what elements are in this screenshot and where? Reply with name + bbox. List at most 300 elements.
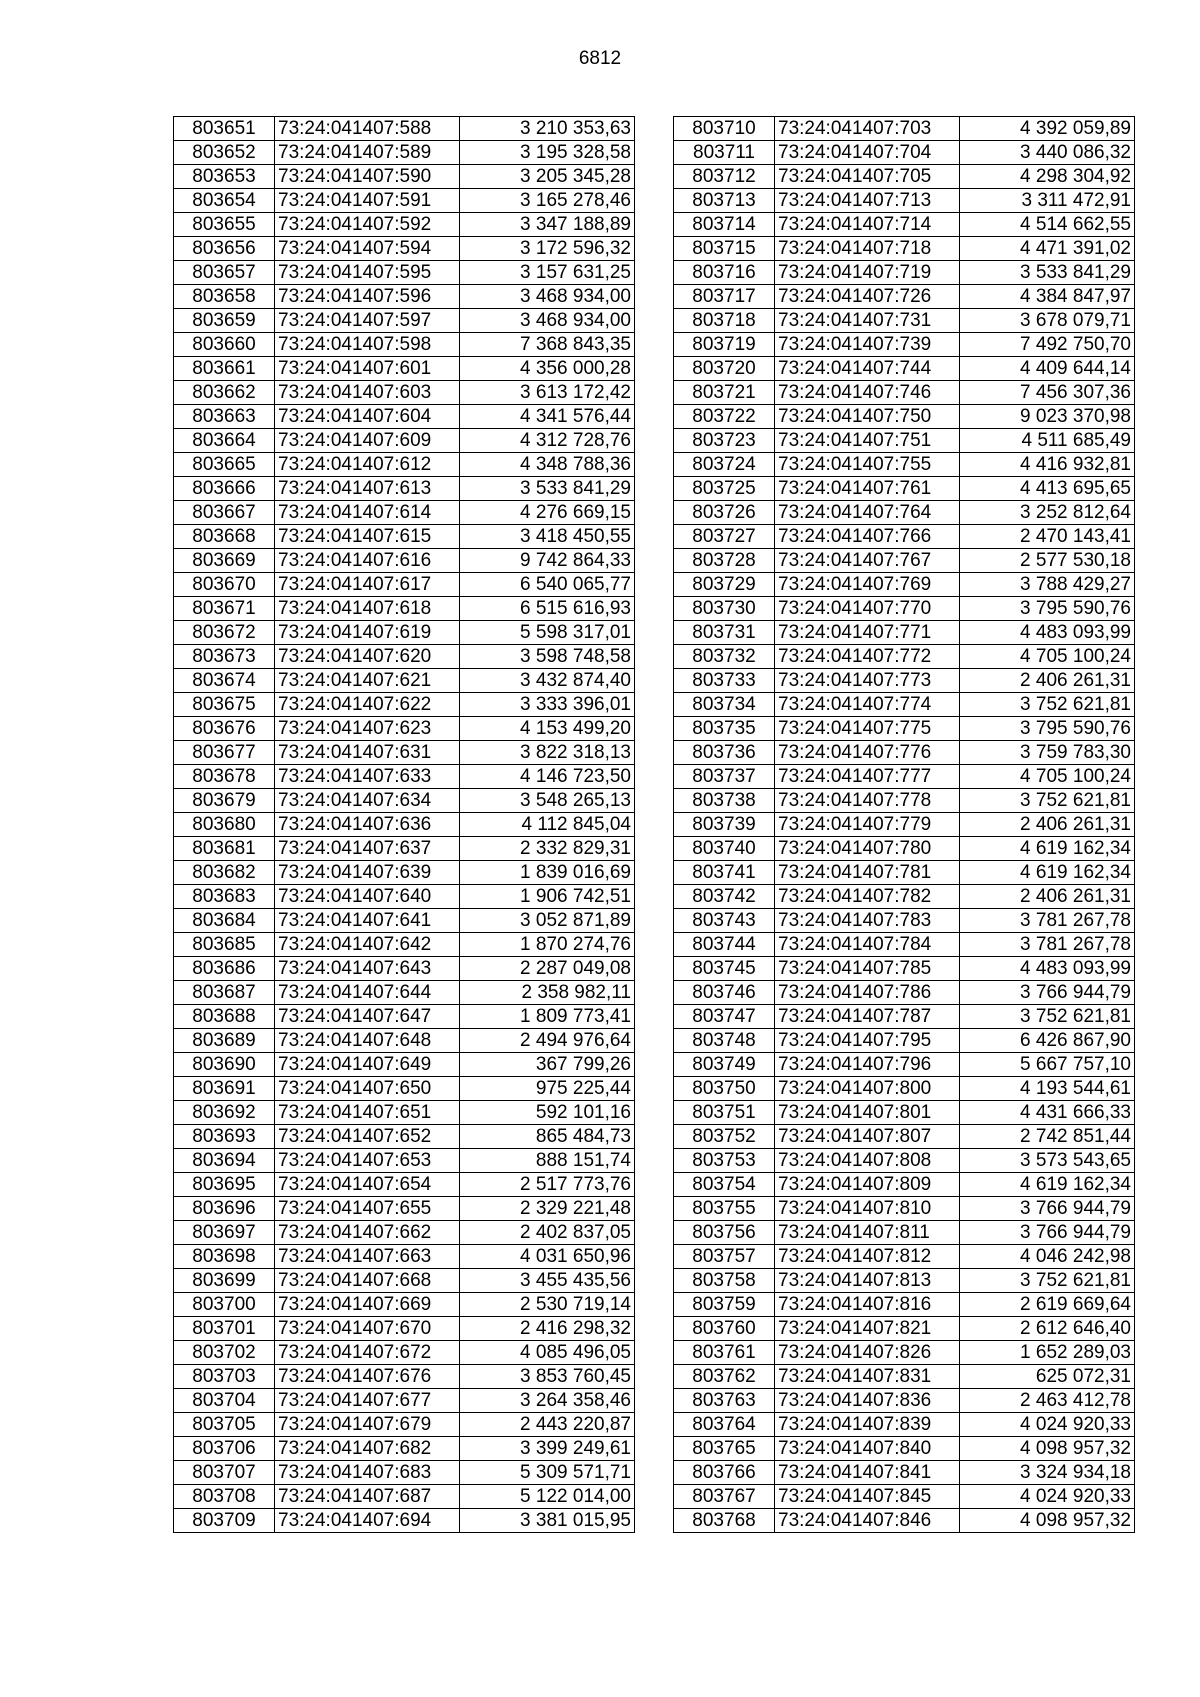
value-cell: 3 347 188,89 — [460, 213, 635, 237]
cadastral-number-cell: 73:24:041407:770 — [775, 597, 960, 621]
value-cell: 9 742 864,33 — [460, 549, 635, 573]
table-row — [674, 1365, 1135, 1389]
table-row — [174, 1365, 635, 1389]
cadastral-number-cell: 73:24:041407:821 — [775, 1317, 960, 1341]
value-cell: 2 416 298,32 — [460, 1317, 635, 1341]
table-row — [174, 141, 635, 165]
cadastral-number-cell: 73:24:041407:783 — [775, 909, 960, 933]
table-row — [174, 1005, 635, 1029]
row-number-cell: 803706 — [174, 1437, 275, 1461]
cadastral-number-cell: 73:24:041407:780 — [775, 837, 960, 861]
row-number-cell: 803683 — [174, 885, 275, 909]
table-row — [174, 453, 635, 477]
cadastral-number-cell: 73:24:041407:841 — [775, 1461, 960, 1485]
value-cell: 4 705 100,24 — [960, 765, 1135, 789]
value-cell: 865 484,73 — [460, 1125, 635, 1149]
value-cell: 7 492 750,70 — [960, 333, 1135, 357]
row-number-cell: 803751 — [674, 1101, 775, 1125]
cadastral-number-cell: 73:24:041407:703 — [775, 117, 960, 141]
cadastral-number-cell: 73:24:041407:616 — [275, 549, 460, 573]
cadastral-number-cell: 73:24:041407:776 — [775, 741, 960, 765]
cadastral-number-cell: 73:24:041407:651 — [275, 1101, 460, 1125]
table-row — [174, 885, 635, 909]
page-number: 6812 — [578, 48, 622, 69]
row-number-cell: 803698 — [174, 1245, 275, 1269]
cadastral-number-cell: 73:24:041407:739 — [775, 333, 960, 357]
table-row — [174, 1269, 635, 1293]
row-number-cell: 803740 — [674, 837, 775, 861]
table-row — [674, 141, 1135, 165]
row-number-cell: 803688 — [174, 1005, 275, 1029]
value-cell: 3 418 450,55 — [460, 525, 635, 549]
row-number-cell: 803667 — [174, 501, 275, 525]
table-row — [174, 861, 635, 885]
value-cell: 3 172 596,32 — [460, 237, 635, 261]
row-number-cell: 803738 — [674, 789, 775, 813]
value-cell: 3 795 590,76 — [960, 597, 1135, 621]
table-row — [174, 1293, 635, 1317]
table-row — [674, 1245, 1135, 1269]
cadastral-number-cell: 73:24:041407:796 — [775, 1053, 960, 1077]
value-cell: 4 098 957,32 — [960, 1437, 1135, 1461]
cadastral-number-cell: 73:24:041407:601 — [275, 357, 460, 381]
value-cell: 3 788 429,27 — [960, 573, 1135, 597]
cadastral-number-cell: 73:24:041407:777 — [775, 765, 960, 789]
cadastral-number-cell: 73:24:041407:750 — [775, 405, 960, 429]
value-cell: 2 329 221,48 — [460, 1197, 635, 1221]
table-row — [674, 597, 1135, 621]
cadastral-number-cell: 73:24:041407:639 — [275, 861, 460, 885]
row-number-cell: 803720 — [674, 357, 775, 381]
cadastral-number-cell: 73:24:041407:617 — [275, 573, 460, 597]
row-number-cell: 803689 — [174, 1029, 275, 1053]
row-number-cell: 803658 — [174, 285, 275, 309]
table-row — [674, 285, 1135, 309]
cadastral-number-cell: 73:24:041407:761 — [775, 477, 960, 501]
row-number-cell: 803756 — [674, 1221, 775, 1245]
row-number-cell: 803749 — [674, 1053, 775, 1077]
table-row — [174, 1125, 635, 1149]
value-cell: 3 678 079,71 — [960, 309, 1135, 333]
row-number-cell: 803759 — [674, 1293, 775, 1317]
table-row — [674, 477, 1135, 501]
cadastral-number-cell: 73:24:041407:778 — [775, 789, 960, 813]
row-number-cell: 803748 — [674, 1029, 775, 1053]
cadastral-number-cell: 73:24:041407:746 — [775, 381, 960, 405]
row-number-cell: 803660 — [174, 333, 275, 357]
table-row — [674, 405, 1135, 429]
value-cell: 3 455 435,56 — [460, 1269, 635, 1293]
cadastral-number-cell: 73:24:041407:669 — [275, 1293, 460, 1317]
cadastral-number-cell: 73:24:041407:644 — [275, 981, 460, 1005]
cadastral-number-cell: 73:24:041407:609 — [275, 429, 460, 453]
table-row — [674, 1125, 1135, 1149]
cadastral-number-cell: 73:24:041407:620 — [275, 645, 460, 669]
table-row — [674, 1053, 1135, 1077]
row-number-cell: 803656 — [174, 237, 275, 261]
row-number-cell: 803668 — [174, 525, 275, 549]
value-cell: 3 781 267,78 — [960, 933, 1135, 957]
table-row — [674, 693, 1135, 717]
table-row — [674, 1341, 1135, 1365]
table-row — [174, 957, 635, 981]
row-number-cell: 803763 — [674, 1389, 775, 1413]
cadastral-number-cell: 73:24:041407:682 — [275, 1437, 460, 1461]
table-row — [674, 333, 1135, 357]
cadastral-number-cell: 73:24:041407:648 — [275, 1029, 460, 1053]
row-number-cell: 803737 — [674, 765, 775, 789]
cadastral-number-cell: 73:24:041407:636 — [275, 813, 460, 837]
value-cell: 3 766 944,79 — [960, 1221, 1135, 1245]
row-number-cell: 803713 — [674, 189, 775, 213]
cadastral-number-cell: 73:24:041407:809 — [775, 1173, 960, 1197]
cadastral-number-cell: 73:24:041407:787 — [775, 1005, 960, 1029]
value-cell: 3 781 267,78 — [960, 909, 1135, 933]
value-cell: 2 402 837,05 — [460, 1221, 635, 1245]
cadastral-number-cell: 73:24:041407:654 — [275, 1173, 460, 1197]
row-number-cell: 803766 — [674, 1461, 775, 1485]
table-row — [174, 1221, 635, 1245]
value-cell: 2 619 669,64 — [960, 1293, 1135, 1317]
table-row — [174, 1437, 635, 1461]
cadastral-number-cell: 73:24:041407:589 — [275, 141, 460, 165]
cadastral-number-cell: 73:24:041407:816 — [775, 1293, 960, 1317]
table-row — [674, 501, 1135, 525]
row-number-cell: 803680 — [174, 813, 275, 837]
table-row — [174, 333, 635, 357]
value-cell: 3 252 812,64 — [960, 501, 1135, 525]
table-row — [174, 669, 635, 693]
cadastral-number-cell: 73:24:041407:653 — [275, 1149, 460, 1173]
row-number-cell: 803657 — [174, 261, 275, 285]
cadastral-number-cell: 73:24:041407:633 — [275, 765, 460, 789]
table-row — [674, 861, 1135, 885]
table-row — [174, 1197, 635, 1221]
table-row — [674, 645, 1135, 669]
value-cell: 4 483 093,99 — [960, 957, 1135, 981]
value-cell: 3 613 172,42 — [460, 381, 635, 405]
table-row — [674, 117, 1135, 141]
row-number-cell: 803753 — [674, 1149, 775, 1173]
value-cell: 3 381 015,95 — [460, 1509, 635, 1533]
row-number-cell: 803757 — [674, 1245, 775, 1269]
cadastral-number-cell: 73:24:041407:807 — [775, 1125, 960, 1149]
cadastral-number-cell: 73:24:041407:655 — [275, 1197, 460, 1221]
table-row — [174, 1317, 635, 1341]
table-row — [174, 1149, 635, 1173]
row-number-cell: 803690 — [174, 1053, 275, 1077]
value-cell: 7 456 307,36 — [960, 381, 1135, 405]
table-row — [674, 261, 1135, 285]
table-row — [674, 621, 1135, 645]
row-number-cell: 803653 — [174, 165, 275, 189]
cadastral-number-cell: 73:24:041407:786 — [775, 981, 960, 1005]
value-cell: 3 766 944,79 — [960, 981, 1135, 1005]
row-number-cell: 803671 — [174, 597, 275, 621]
cadastral-number-cell: 73:24:041407:785 — [775, 957, 960, 981]
cadastral-number-cell: 73:24:041407:755 — [775, 453, 960, 477]
row-number-cell: 803691 — [174, 1077, 275, 1101]
value-cell: 3 752 621,81 — [960, 1005, 1135, 1029]
value-cell: 4 298 304,92 — [960, 165, 1135, 189]
value-cell: 6 515 616,93 — [460, 597, 635, 621]
row-number-cell: 803672 — [174, 621, 275, 645]
cadastral-number-cell: 73:24:041407:615 — [275, 525, 460, 549]
row-number-cell: 803709 — [174, 1509, 275, 1533]
value-cell: 1 839 016,69 — [460, 861, 635, 885]
row-number-cell: 803700 — [174, 1293, 275, 1317]
row-number-cell: 803676 — [174, 717, 275, 741]
row-number-cell: 803665 — [174, 453, 275, 477]
value-cell: 3 468 934,00 — [460, 285, 635, 309]
value-cell: 4 619 162,34 — [960, 861, 1135, 885]
table-row — [674, 213, 1135, 237]
row-number-cell: 803692 — [174, 1101, 275, 1125]
row-number-cell: 803699 — [174, 1269, 275, 1293]
table-row — [174, 981, 635, 1005]
table-row — [674, 1293, 1135, 1317]
row-number-cell: 803764 — [674, 1413, 775, 1437]
cadastral-number-cell: 73:24:041407:596 — [275, 285, 460, 309]
cadastral-number-cell: 73:24:041407:641 — [275, 909, 460, 933]
table-row — [174, 909, 635, 933]
table-row — [174, 189, 635, 213]
table-row — [174, 717, 635, 741]
cadastral-number-cell: 73:24:041407:831 — [775, 1365, 960, 1389]
cadastral-number-cell: 73:24:041407:676 — [275, 1365, 460, 1389]
cadastral-number-cell: 73:24:041407:781 — [775, 861, 960, 885]
table-row — [174, 645, 635, 669]
value-cell: 2 406 261,31 — [960, 813, 1135, 837]
value-cell: 2 443 220,87 — [460, 1413, 635, 1437]
table-row — [174, 837, 635, 861]
row-number-cell: 803664 — [174, 429, 275, 453]
cadastral-number-cell: 73:24:041407:846 — [775, 1509, 960, 1533]
cadastral-number-cell: 73:24:041407:640 — [275, 885, 460, 909]
row-number-cell: 803744 — [674, 933, 775, 957]
value-cell: 1 870 274,76 — [460, 933, 635, 957]
table-row — [674, 669, 1135, 693]
value-cell: 4 112 845,04 — [460, 813, 635, 837]
cadastral-number-cell: 73:24:041407:590 — [275, 165, 460, 189]
row-number-cell: 803752 — [674, 1125, 775, 1149]
value-cell: 4 392 059,89 — [960, 117, 1135, 141]
cadastral-number-cell: 73:24:041407:604 — [275, 405, 460, 429]
value-cell: 4 471 391,02 — [960, 237, 1135, 261]
row-number-cell: 803728 — [674, 549, 775, 573]
table-row — [174, 1029, 635, 1053]
cadastral-number-cell: 73:24:041407:845 — [775, 1485, 960, 1509]
value-cell: 9 023 370,98 — [960, 405, 1135, 429]
table-row — [674, 837, 1135, 861]
cadastral-number-cell: 73:24:041407:800 — [775, 1077, 960, 1101]
row-number-cell: 803730 — [674, 597, 775, 621]
table-row — [174, 1413, 635, 1437]
table-row — [174, 933, 635, 957]
cadastral-number-cell: 73:24:041407:595 — [275, 261, 460, 285]
row-number-cell: 803747 — [674, 1005, 775, 1029]
value-cell: 3 766 944,79 — [960, 1197, 1135, 1221]
cadastral-number-cell: 73:24:041407:619 — [275, 621, 460, 645]
row-number-cell: 803684 — [174, 909, 275, 933]
table-row — [174, 1341, 635, 1365]
table-row — [674, 357, 1135, 381]
value-cell: 4 024 920,33 — [960, 1413, 1135, 1437]
value-cell: 3 752 621,81 — [960, 1269, 1135, 1293]
cadastral-number-cell: 73:24:041407:649 — [275, 1053, 460, 1077]
row-number-cell: 803714 — [674, 213, 775, 237]
cadastral-number-cell: 73:24:041407:652 — [275, 1125, 460, 1149]
row-number-cell: 803755 — [674, 1197, 775, 1221]
cadastral-number-cell: 73:24:041407:839 — [775, 1413, 960, 1437]
row-number-cell: 803655 — [174, 213, 275, 237]
value-cell: 4 024 920,33 — [960, 1485, 1135, 1509]
row-number-cell: 803767 — [674, 1485, 775, 1509]
cadastral-number-cell: 73:24:041407:813 — [775, 1269, 960, 1293]
row-number-cell: 803704 — [174, 1389, 275, 1413]
table-row — [174, 1389, 635, 1413]
row-number-cell: 803711 — [674, 141, 775, 165]
row-number-cell: 803761 — [674, 1341, 775, 1365]
value-cell: 4 514 662,55 — [960, 213, 1135, 237]
value-cell: 2 287 049,08 — [460, 957, 635, 981]
value-cell: 3 311 472,91 — [960, 189, 1135, 213]
value-cell: 1 809 773,41 — [460, 1005, 635, 1029]
cadastral-number-cell: 73:24:041407:836 — [775, 1389, 960, 1413]
value-cell: 3 052 871,89 — [460, 909, 635, 933]
cadastral-number-cell: 73:24:041407:603 — [275, 381, 460, 405]
value-cell: 2 332 829,31 — [460, 837, 635, 861]
value-cell: 4 046 242,98 — [960, 1245, 1135, 1269]
table-row — [174, 1509, 635, 1533]
row-number-cell: 803718 — [674, 309, 775, 333]
row-number-cell: 803666 — [174, 477, 275, 501]
cadastral-number-cell: 73:24:041407:647 — [275, 1005, 460, 1029]
cadastral-number-cell: 73:24:041407:592 — [275, 213, 460, 237]
row-number-cell: 803750 — [674, 1077, 775, 1101]
table-row — [674, 1437, 1135, 1461]
row-number-cell: 803675 — [174, 693, 275, 717]
row-number-cell: 803745 — [674, 957, 775, 981]
value-cell: 4 085 496,05 — [460, 1341, 635, 1365]
row-number-cell: 803758 — [674, 1269, 775, 1293]
value-cell: 3 432 874,40 — [460, 669, 635, 693]
value-cell: 3 533 841,29 — [960, 261, 1135, 285]
value-cell: 4 619 162,34 — [960, 837, 1135, 861]
table-row — [674, 1389, 1135, 1413]
cadastral-number-cell: 73:24:041407:650 — [275, 1077, 460, 1101]
row-number-cell: 803754 — [674, 1173, 775, 1197]
row-number-cell: 803731 — [674, 621, 775, 645]
cadastral-number-cell: 73:24:041407:719 — [775, 261, 960, 285]
cadastral-number-cell: 73:24:041407:612 — [275, 453, 460, 477]
table-row — [174, 789, 635, 813]
value-cell: 888 151,74 — [460, 1149, 635, 1173]
table-row — [174, 477, 635, 501]
table-row — [174, 1173, 635, 1197]
value-cell: 4 483 093,99 — [960, 621, 1135, 645]
cadastral-number-cell: 73:24:041407:594 — [275, 237, 460, 261]
value-cell: 5 667 757,10 — [960, 1053, 1135, 1077]
value-cell: 3 795 590,76 — [960, 717, 1135, 741]
value-cell: 3 399 249,61 — [460, 1437, 635, 1461]
value-cell: 4 341 576,44 — [460, 405, 635, 429]
table-row — [174, 1485, 635, 1509]
row-number-cell: 803716 — [674, 261, 775, 285]
row-number-cell: 803659 — [174, 309, 275, 333]
cadastral-number-cell: 73:24:041407:826 — [775, 1341, 960, 1365]
cadastral-number-cell: 73:24:041407:668 — [275, 1269, 460, 1293]
cadastral-number-cell: 73:24:041407:614 — [275, 501, 460, 525]
row-number-cell: 803687 — [174, 981, 275, 1005]
table-row — [674, 981, 1135, 1005]
table-row — [674, 1509, 1135, 1533]
row-number-cell: 803679 — [174, 789, 275, 813]
cadastral-number-cell: 73:24:041407:623 — [275, 717, 460, 741]
table-row — [174, 549, 635, 573]
cadastral-number-cell: 73:24:041407:714 — [775, 213, 960, 237]
cadastral-number-cell: 73:24:041407:631 — [275, 741, 460, 765]
value-cell: 2 612 646,40 — [960, 1317, 1135, 1341]
row-number-cell: 803669 — [174, 549, 275, 573]
row-number-cell: 803727 — [674, 525, 775, 549]
cadastral-number-cell: 73:24:041407:634 — [275, 789, 460, 813]
table-row — [674, 1317, 1135, 1341]
table-row — [674, 1029, 1135, 1053]
value-cell: 4 312 728,76 — [460, 429, 635, 453]
cadastral-number-cell: 73:24:041407:773 — [775, 669, 960, 693]
value-cell: 2 494 976,64 — [460, 1029, 635, 1053]
value-cell: 3 468 934,00 — [460, 309, 635, 333]
cadastral-number-cell: 73:24:041407:801 — [775, 1101, 960, 1125]
value-cell: 6 426 867,90 — [960, 1029, 1135, 1053]
cadastral-number-cell: 73:24:041407:679 — [275, 1413, 460, 1437]
value-cell: 3 210 353,63 — [460, 117, 635, 141]
value-cell: 3 333 396,01 — [460, 693, 635, 717]
table-row — [174, 597, 635, 621]
row-number-cell: 803705 — [174, 1413, 275, 1437]
cadastral-number-cell: 73:24:041407:642 — [275, 933, 460, 957]
value-cell: 5 598 317,01 — [460, 621, 635, 645]
row-number-cell: 803651 — [174, 117, 275, 141]
row-number-cell: 803696 — [174, 1197, 275, 1221]
value-cell: 4 705 100,24 — [960, 645, 1135, 669]
cadastral-number-cell: 73:24:041407:812 — [775, 1245, 960, 1269]
value-cell: 1 652 289,03 — [960, 1341, 1135, 1365]
table-row — [174, 237, 635, 261]
row-number-cell: 803697 — [174, 1221, 275, 1245]
cadastral-number-cell: 73:24:041407:621 — [275, 669, 460, 693]
cadastral-number-cell: 73:24:041407:704 — [775, 141, 960, 165]
row-number-cell: 803694 — [174, 1149, 275, 1173]
table-row — [674, 909, 1135, 933]
row-number-cell: 803681 — [174, 837, 275, 861]
cadastral-number-cell: 73:24:041407:683 — [275, 1461, 460, 1485]
table-row — [174, 693, 635, 717]
value-cell: 975 225,44 — [460, 1077, 635, 1101]
cadastral-number-cell: 73:24:041407:677 — [275, 1389, 460, 1413]
cadastral-number-cell: 73:24:041407:713 — [775, 189, 960, 213]
row-number-cell: 803661 — [174, 357, 275, 381]
cadastral-number-cell: 73:24:041407:597 — [275, 309, 460, 333]
left-table-body — [174, 117, 635, 1533]
value-cell: 2 577 530,18 — [960, 549, 1135, 573]
value-cell: 6 540 065,77 — [460, 573, 635, 597]
row-number-cell: 803703 — [174, 1365, 275, 1389]
table-row — [674, 765, 1135, 789]
cadastral-number-cell: 73:24:041407:771 — [775, 621, 960, 645]
row-number-cell: 803725 — [674, 477, 775, 501]
